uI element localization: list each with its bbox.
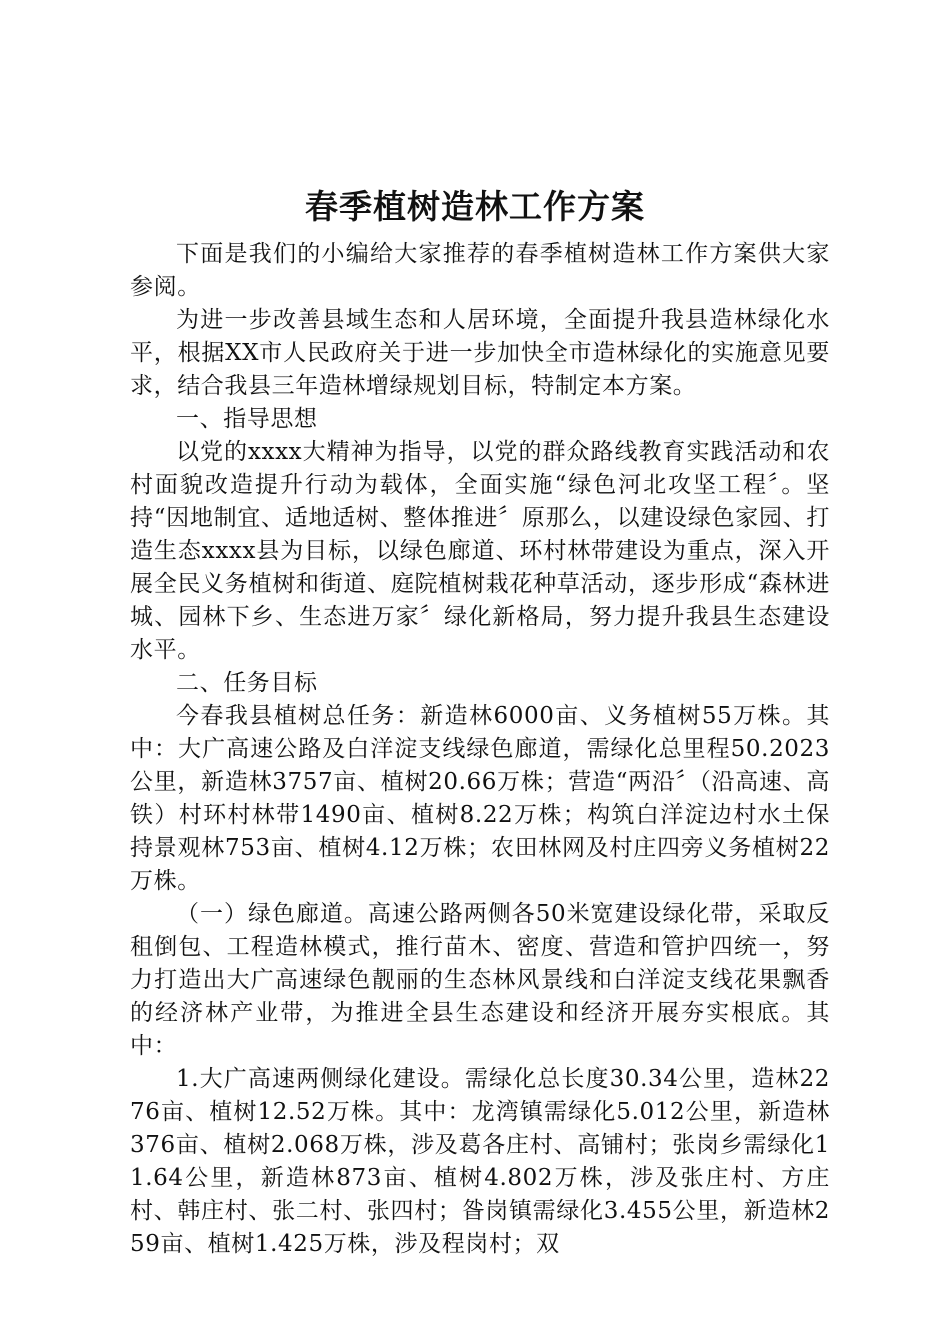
paragraph-green-corridor: （一）绿色廊道。高速公路两侧各50米宽建设绿化带，采取反租倒包、工程造林模式，推行苗木、密度、营造和管护四统一，努力打造出大广高速绿色靓丽的生态林风景线和白洋淀支线花果飘香的经济林产业带，为推进全县生态建设和经济开展夯实根底。其中： bbox=[130, 901, 830, 1059]
paragraph-task-goals: 今春我县植树总任务：新造林6000亩、义务植树55万株。其中：大广高速公路及白洋淀支线绿色廊道，需绿化总里程50.2023公里，新造林3757亩、植树20.66万株；营造“两沿〞（沿高速、高铁）村环村林带1490亩、植树8.22万株；构筑白洋淀边村水土保持景观林753亩、植树4.12万株；农田林网及村庄四旁义务植树22万株。 bbox=[130, 703, 830, 894]
paragraph-intro: 下面是我们的小编给大家推荐的春季植树造林工作方案供大家参阅。 bbox=[130, 241, 830, 300]
section-heading-guiding-thought: 一、指导思想 bbox=[176, 406, 318, 432]
paragraph-guiding-thought: 以党的xxxx大精神为指导，以党的群众路线教育实践活动和农村面貌改造提升行动为载体，全面实施“绿色河北攻坚工程〞。坚持“因地制宜、适地适树、整体推进〞原那么，以建设绿色家园、打造生态xxxx县为目标，以绿色廊道、环村林带建设为重点，深入开展全民义务植树和街道、庭院植树栽花种草活动，逐步形成“森林进城、园林下乡、生态进万家〞绿化新格局，努力提升我县生态建设水平。 bbox=[130, 439, 830, 663]
paragraph-purpose: 为进一步改善县域生态和人居环境，全面提升我县造林绿化水平，根据XX市人民政府关于进一步加快全市造林绿化的实施意见要求，结合我县三年造林增绿规划目标，特制定本方案。 bbox=[130, 307, 830, 399]
paragraph-daguang-expressway: 1.大广高速两侧绿化建设。需绿化总长度30.34公里，造林2276亩、植树12.52万株。其中：龙湾镇需绿化5.012公里，新造林376亩、植树2.068万株，涉及葛各庄村、高铺村；张岗乡需绿化11.64公里，新造林873亩、植树4.802万株，涉及张庄村、方庄村、韩庄村、张二村、张四村；昝岗镇需绿化3.455公里，新造林259亩、植树1.425万株，涉及程岗村；双 bbox=[130, 1066, 830, 1257]
section-heading-task-goals: 二、任务目标 bbox=[176, 670, 318, 696]
document-title: 春季植树造林工作方案 bbox=[305, 187, 645, 226]
document-body bbox=[130, 238, 830, 1261]
